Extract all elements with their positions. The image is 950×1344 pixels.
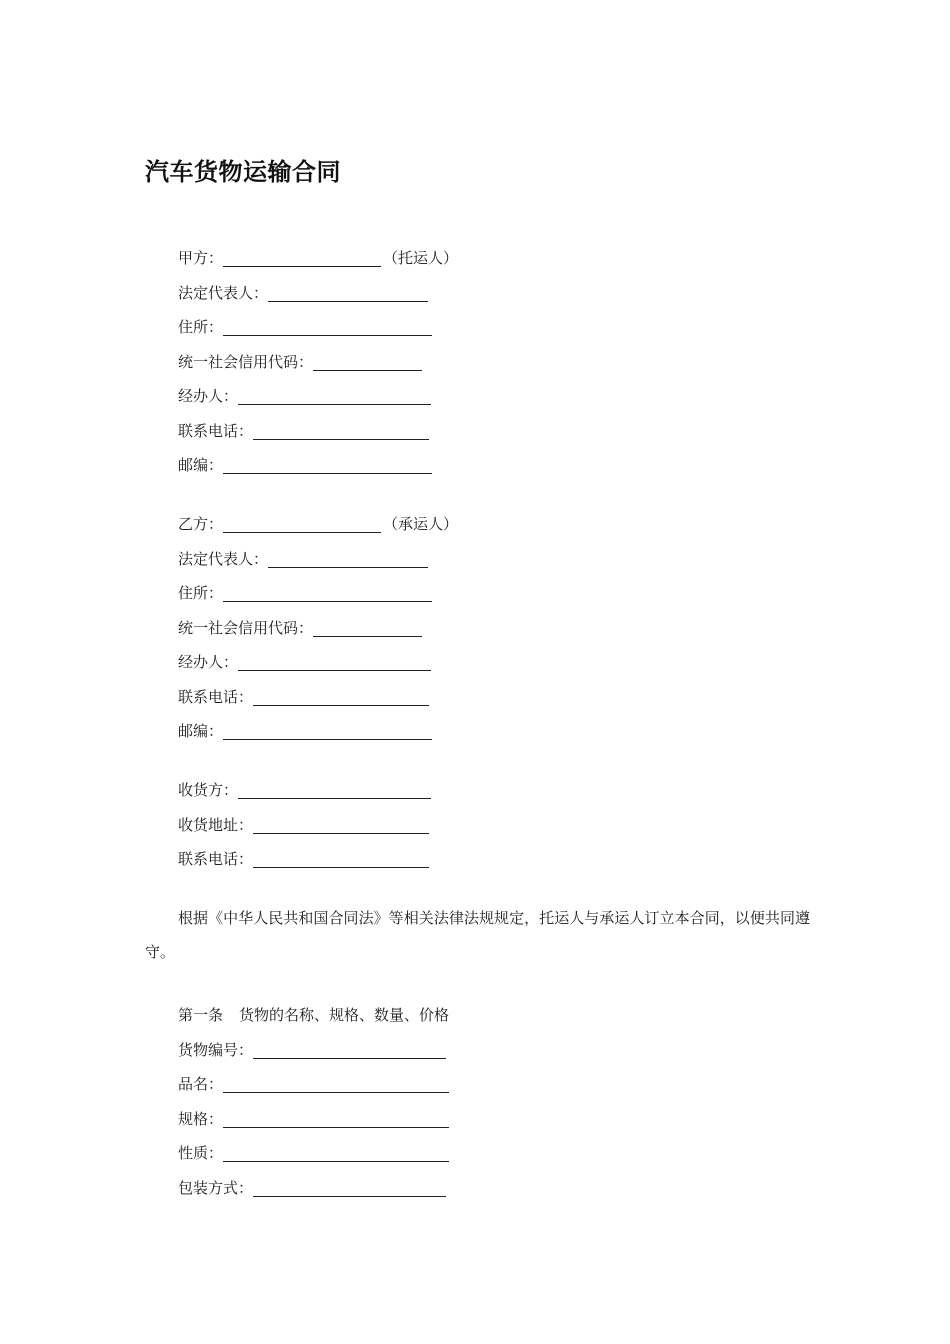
party-a-address-blank[interactable] [223,317,432,336]
party-b-address-label: 住所： [178,584,224,602]
party-b-postcode-label: 邮编： [178,722,224,740]
party-a-name-field [178,246,458,270]
party-b-postcode-field [178,719,432,743]
article-1-number: 第一条 [178,1006,224,1024]
party-b-address-field [178,581,432,605]
party-a-legal-rep-label: 法定代表人： [178,284,269,302]
party-a-phone-field [178,419,429,443]
product-name-field [178,1072,449,1096]
party-b-legal-rep-blank[interactable] [268,549,428,568]
party-b-name-label: 乙方： [178,515,224,533]
product-name-blank[interactable] [223,1074,449,1093]
consignee-name-field [178,778,431,802]
article-1-title: 货物的名称、规格、数量、价格 [239,1006,450,1024]
party-b-address-blank[interactable] [223,583,432,602]
spec-field [178,1107,449,1131]
nature-blank[interactable] [223,1143,449,1162]
consignee-phone-field [178,847,429,871]
nature-field [178,1141,449,1165]
party-a-phone-label: 联系电话： [178,422,254,440]
goods-no-blank[interactable] [253,1040,446,1059]
article-1-heading [178,1003,449,1027]
party-a-postcode-label: 邮编： [178,456,224,474]
party-a-phone-blank[interactable] [253,421,429,440]
packaging-blank[interactable] [253,1178,446,1197]
goods-no-label: 货物编号： [178,1041,254,1059]
party-b-phone-blank[interactable] [253,687,429,706]
consignee-phone-label: 联系电话： [178,850,254,868]
party-b-agent-field [178,650,431,674]
spec-label: 规格： [178,1110,224,1128]
party-a-address-field [178,315,432,339]
consignee-address-field [178,813,429,837]
party-a-role: （托运人） [383,249,459,267]
product-name-label: 品名： [178,1075,224,1093]
consignee-name-blank[interactable] [238,780,431,799]
party-b-credit-code-field [178,616,422,640]
party-b-legal-rep-field [178,547,428,571]
party-a-credit-code-label: 统一社会信用代码： [178,353,314,371]
party-b-name-field [178,512,458,536]
party-a-postcode-field [178,453,432,477]
party-a-name-blank[interactable] [223,248,381,267]
consignee-address-label: 收货地址： [178,816,254,834]
party-b-agent-blank[interactable] [238,652,431,671]
nature-label: 性质： [178,1144,224,1162]
party-b-postcode-blank[interactable] [223,721,432,740]
party-b-name-blank[interactable] [223,514,381,533]
party-a-agent-blank[interactable] [238,386,431,405]
party-a-credit-code-field [178,350,422,374]
party-a-postcode-blank[interactable] [223,455,432,474]
party-b-phone-label: 联系电话： [178,688,254,706]
spec-blank[interactable] [223,1109,449,1128]
goods-no-field [178,1038,446,1062]
packaging-label: 包装方式： [178,1179,254,1197]
document-title: 汽车货物运输合同 [145,158,341,186]
party-a-address-label: 住所： [178,318,224,336]
party-a-agent-label: 经办人： [178,387,239,405]
preamble-paragraph: 根据《中华人民共和国合同法》等相关法律法规规定，托运人与承运人订立本合同，以便共同遵守。 [145,909,810,961]
party-a-agent-field [178,384,431,408]
consignee-name-label: 收货方： [178,781,239,799]
party-b-credit-code-label: 统一社会信用代码： [178,619,314,637]
party-b-legal-rep-label: 法定代表人： [178,550,269,568]
party-a-legal-rep-field [178,281,428,305]
party-b-phone-field [178,685,429,709]
party-b-agent-label: 经办人： [178,653,239,671]
party-b-role: （承运人） [383,515,459,533]
packaging-field [178,1176,446,1200]
consignee-address-blank[interactable] [253,815,429,834]
party-a-credit-code-blank[interactable] [313,352,422,371]
party-b-credit-code-blank[interactable] [313,618,422,637]
consignee-phone-blank[interactable] [253,849,429,868]
party-a-name-label: 甲方： [178,249,224,267]
party-a-legal-rep-blank[interactable] [268,283,428,302]
